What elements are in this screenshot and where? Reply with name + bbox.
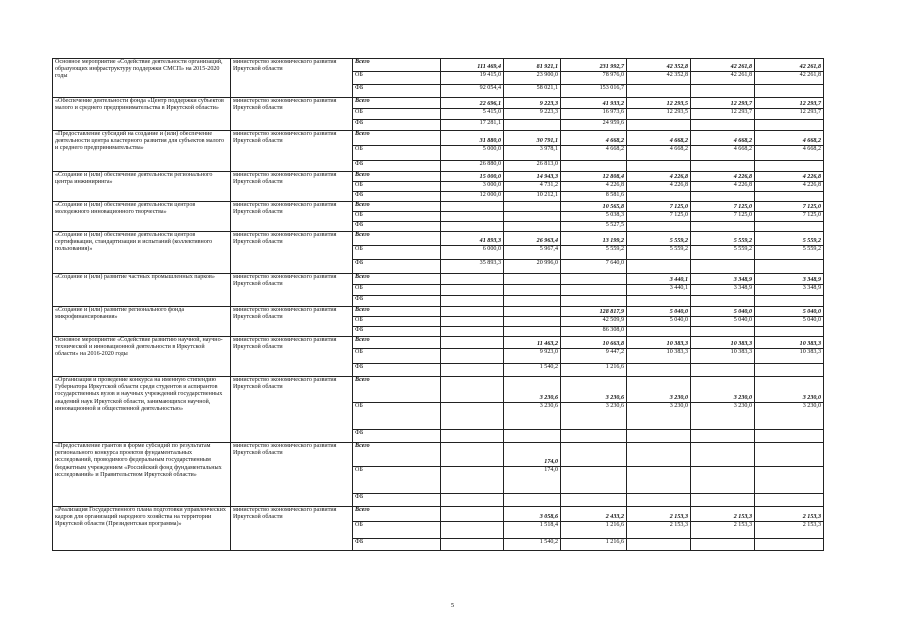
table-row bbox=[53, 131, 824, 146]
amount-cell: 5 000,0 bbox=[441, 146, 504, 161]
amount-cell: 4 226,8 bbox=[691, 182, 755, 192]
amount-cell bbox=[755, 260, 824, 274]
amount-cell: 9 223,3 bbox=[504, 109, 561, 120]
amount-cell: 174,0 bbox=[504, 443, 561, 467]
amount-cell: 10 383,3 bbox=[691, 349, 755, 364]
amount-cell bbox=[691, 120, 755, 131]
amount-cell bbox=[755, 296, 824, 307]
amount-cell bbox=[627, 430, 691, 443]
amount-cell bbox=[561, 274, 627, 285]
amount-cell bbox=[561, 430, 627, 443]
amount-cell bbox=[441, 403, 504, 430]
funding-source-label: ФБ bbox=[353, 85, 441, 98]
amount-cell: 2 153,3 bbox=[691, 507, 755, 522]
amount-cell: 4 668,2 bbox=[691, 131, 755, 146]
amount-cell bbox=[627, 260, 691, 274]
amount-cell: 3 348,9 bbox=[755, 274, 824, 285]
amount-cell: 16 973,6 bbox=[561, 109, 627, 120]
amount-cell: 5 040,0 bbox=[691, 307, 755, 317]
amount-cell: 5 040,0 bbox=[691, 317, 755, 327]
amount-cell: 5 040,0 bbox=[755, 317, 824, 327]
amount-cell: 4 226,8 bbox=[627, 182, 691, 192]
amount-cell bbox=[504, 494, 561, 507]
amount-cell bbox=[441, 349, 504, 364]
table-row bbox=[53, 59, 824, 72]
measure-title: «Создание и (или) обеспечение деятельности регионального центра инжиниринга» bbox=[53, 172, 231, 202]
amount-cell: 23 900,0 bbox=[504, 72, 561, 85]
amount-cell: 3 230,0 bbox=[627, 377, 691, 403]
table-row bbox=[53, 98, 824, 109]
amount-cell: 42 261,8 bbox=[691, 59, 755, 72]
amount-cell: 1 216,6 bbox=[561, 364, 627, 377]
amount-cell: 4 668,2 bbox=[627, 131, 691, 146]
executor-cell: министерство экономического развития Иркутской области bbox=[231, 307, 353, 337]
executor-cell: министерство экономического развития Иркутской области bbox=[231, 131, 353, 172]
amount-cell: 11 463,2 bbox=[504, 337, 561, 349]
funding-source-label: Всего bbox=[353, 443, 441, 467]
amount-cell: 10 383,3 bbox=[755, 337, 824, 349]
amount-cell bbox=[504, 285, 561, 296]
funding-source-label: ФБ bbox=[353, 222, 441, 232]
amount-cell bbox=[441, 443, 504, 467]
amount-cell: 92 054,4 bbox=[441, 85, 504, 98]
amount-cell bbox=[691, 192, 755, 202]
measure-title: «Создание и (или) развитие частных промышленных парков» bbox=[53, 274, 231, 307]
funding-source-label: ОБ bbox=[353, 522, 441, 539]
amount-cell: 7 125,0 bbox=[627, 202, 691, 212]
amount-cell: 12 000,0 bbox=[441, 192, 504, 202]
table-row bbox=[53, 443, 824, 467]
executor-cell: министерство экономического развития Иркутской области bbox=[231, 59, 353, 98]
amount-cell: 5 527,5 bbox=[561, 222, 627, 232]
funding-source-label: ОБ bbox=[353, 212, 441, 222]
amount-cell: 12 293,7 bbox=[691, 98, 755, 109]
amount-cell: 10 383,3 bbox=[691, 337, 755, 349]
amount-cell: 12 293,7 bbox=[691, 109, 755, 120]
amount-cell bbox=[691, 364, 755, 377]
amount-cell bbox=[504, 296, 561, 307]
amount-cell: 174,0 bbox=[504, 467, 561, 494]
amount-cell bbox=[755, 161, 824, 172]
amount-cell bbox=[627, 494, 691, 507]
table-row bbox=[53, 172, 824, 182]
amount-cell: 86 308,0 bbox=[561, 327, 627, 337]
amount-cell bbox=[504, 317, 561, 327]
amount-cell bbox=[504, 202, 561, 212]
amount-cell: 7 125,0 bbox=[755, 202, 824, 212]
amount-cell: 20 996,0 bbox=[504, 260, 561, 274]
table-row bbox=[53, 202, 824, 212]
table-row bbox=[53, 507, 824, 522]
amount-cell: 3 230,0 bbox=[755, 377, 824, 403]
amount-cell bbox=[441, 522, 504, 539]
amount-cell: 3 440,1 bbox=[627, 274, 691, 285]
amount-cell: 10 383,3 bbox=[627, 337, 691, 349]
amount-cell: 2 153,3 bbox=[691, 522, 755, 539]
amount-cell: 8 581,6 bbox=[561, 192, 627, 202]
amount-cell bbox=[627, 120, 691, 131]
amount-cell bbox=[627, 161, 691, 172]
funding-source-label: Всего bbox=[353, 337, 441, 349]
amount-cell: 12 293,7 bbox=[755, 109, 824, 120]
funding-source-label: Всего bbox=[353, 274, 441, 285]
amount-cell: 10 663,8 bbox=[561, 337, 627, 349]
amount-cell: 4 668,2 bbox=[691, 146, 755, 161]
amount-cell: 2 153,3 bbox=[627, 507, 691, 522]
amount-cell bbox=[441, 364, 504, 377]
amount-cell bbox=[627, 222, 691, 232]
amount-cell bbox=[441, 494, 504, 507]
funding-source-label: ФБ bbox=[353, 539, 441, 551]
measure-title: «Создание и (или) развитие регионального фонда микрофинансирования» bbox=[53, 307, 231, 337]
funding-source-label: Всего bbox=[353, 131, 441, 146]
funding-source-label: ОБ bbox=[353, 109, 441, 120]
measure-title: «Создание и (или) обеспечение деятельности центров сертификации, стандартизации и испытаний (коллективного пользования)» bbox=[53, 232, 231, 274]
amount-cell bbox=[755, 364, 824, 377]
amount-cell: 42 261,8 bbox=[755, 72, 824, 85]
funding-source-label: ОБ bbox=[353, 285, 441, 296]
amount-cell: 9 923,0 bbox=[504, 349, 561, 364]
amount-cell: 12 293,5 bbox=[627, 98, 691, 109]
executor-cell: министерство экономического развития Иркутской области bbox=[231, 232, 353, 274]
funding-source-label: Всего bbox=[353, 59, 441, 72]
amount-cell: 1 216,6 bbox=[561, 522, 627, 539]
amount-cell bbox=[755, 85, 824, 98]
funding-source-label: ОБ bbox=[353, 317, 441, 327]
amount-cell: 7 125,0 bbox=[755, 212, 824, 222]
amount-cell bbox=[504, 430, 561, 443]
funding-source-label: ФБ bbox=[353, 260, 441, 274]
amount-cell: 5 559,2 bbox=[627, 232, 691, 246]
amount-cell: 58 021,1 bbox=[504, 85, 561, 98]
measure-title: «Обеспечение деятельности фонда «Центр поддержки субъектов малого и среднего предпринимательства в Иркутской области» bbox=[53, 98, 231, 131]
amount-cell bbox=[441, 430, 504, 443]
amount-cell bbox=[691, 494, 755, 507]
amount-cell: 2 433,2 bbox=[561, 507, 627, 522]
amount-cell: 7 125,0 bbox=[691, 212, 755, 222]
amount-cell bbox=[691, 430, 755, 443]
measure-title: Основное мероприятие «Содействие деятельности организаций, образующих инфраструктуру поддержки СМСП» на 2015-2020 годы bbox=[53, 59, 231, 98]
funding-source-label: ФБ bbox=[353, 120, 441, 131]
amount-cell: 3 348,9 bbox=[691, 285, 755, 296]
amount-cell: 5 559,2 bbox=[691, 232, 755, 246]
amount-cell bbox=[441, 222, 504, 232]
executor-cell: министерство экономического развития Иркутской области bbox=[231, 377, 353, 443]
amount-cell bbox=[691, 296, 755, 307]
amount-cell: 4 226,8 bbox=[755, 182, 824, 192]
amount-cell: 2 153,3 bbox=[755, 522, 824, 539]
amount-cell: 3 348,9 bbox=[755, 285, 824, 296]
amount-cell: 3 230,6 bbox=[561, 377, 627, 403]
amount-cell bbox=[755, 327, 824, 337]
amount-cell: 7 125,0 bbox=[627, 212, 691, 222]
table-body bbox=[53, 59, 824, 551]
amount-cell: 5 040,0 bbox=[627, 307, 691, 317]
amount-cell: 4 668,2 bbox=[627, 146, 691, 161]
funding-source-label: ФБ bbox=[353, 296, 441, 307]
funding-source-label: Всего bbox=[353, 172, 441, 182]
amount-cell: 12 808,4 bbox=[561, 172, 627, 182]
funding-source-label: ОБ bbox=[353, 403, 441, 430]
funding-source-label: Всего bbox=[353, 377, 441, 403]
amount-cell bbox=[627, 85, 691, 98]
amount-cell bbox=[627, 364, 691, 377]
executor-cell: министерство экономического развития Иркутской области bbox=[231, 507, 353, 551]
amount-cell bbox=[755, 120, 824, 131]
amount-cell: 4 668,2 bbox=[561, 131, 627, 146]
amount-cell: 41 933,2 bbox=[561, 98, 627, 109]
amount-cell bbox=[441, 507, 504, 522]
funding-source-label: ФБ bbox=[353, 364, 441, 377]
amount-cell bbox=[441, 327, 504, 337]
amount-cell: 7 125,0 bbox=[691, 202, 755, 212]
amount-cell bbox=[441, 337, 504, 349]
amount-cell: 4 226,8 bbox=[755, 172, 824, 182]
amount-cell bbox=[504, 307, 561, 317]
amount-cell: 3 230,6 bbox=[561, 403, 627, 430]
amount-cell bbox=[504, 274, 561, 285]
amount-cell: 9 447,2 bbox=[561, 349, 627, 364]
amount-cell bbox=[504, 327, 561, 337]
table-row bbox=[53, 337, 824, 349]
amount-cell: 19 415,0 bbox=[441, 72, 504, 85]
amount-cell: 2 153,3 bbox=[755, 507, 824, 522]
amount-cell: 5 559,2 bbox=[561, 246, 627, 260]
amount-cell bbox=[441, 212, 504, 222]
amount-cell bbox=[627, 296, 691, 307]
amount-cell bbox=[755, 539, 824, 551]
amount-cell: 3 230,0 bbox=[691, 377, 755, 403]
table-row bbox=[53, 307, 824, 317]
amount-cell: 81 921,1 bbox=[504, 59, 561, 72]
amount-cell: 4 226,8 bbox=[627, 172, 691, 182]
amount-cell bbox=[755, 467, 824, 494]
amount-cell bbox=[441, 539, 504, 551]
amount-cell: 3 058,6 bbox=[504, 507, 561, 522]
amount-cell: 22 696,1 bbox=[441, 98, 504, 109]
amount-cell bbox=[755, 222, 824, 232]
amount-cell: 153 016,7 bbox=[561, 85, 627, 98]
amount-cell bbox=[691, 467, 755, 494]
funding-source-label: Всего bbox=[353, 507, 441, 522]
amount-cell: 4 668,2 bbox=[755, 146, 824, 161]
budget-table bbox=[52, 58, 824, 551]
amount-cell bbox=[441, 202, 504, 212]
amount-cell: 31 880,0 bbox=[441, 131, 504, 146]
funding-source-label: ФБ bbox=[353, 327, 441, 337]
amount-cell: 3 000,0 bbox=[441, 182, 504, 192]
amount-cell bbox=[755, 192, 824, 202]
executor-cell: министерство экономического развития Иркутской области bbox=[231, 337, 353, 377]
amount-cell bbox=[441, 377, 504, 403]
amount-cell: 5 040,0 bbox=[627, 317, 691, 327]
measure-title: «Предоставление субсидий на создание и (или) обеспечение деятельности центра кластерного развития для субъектов малого и среднего предпринимательства» bbox=[53, 131, 231, 172]
amount-cell: 1 518,4 bbox=[504, 522, 561, 539]
amount-cell bbox=[627, 192, 691, 202]
amount-cell: 1 216,6 bbox=[561, 539, 627, 551]
amount-cell: 12 293,7 bbox=[755, 98, 824, 109]
amount-cell: 128 817,9 bbox=[561, 307, 627, 317]
amount-cell: 42 352,8 bbox=[627, 59, 691, 72]
funding-source-label: ОБ bbox=[353, 72, 441, 85]
table-row bbox=[53, 377, 824, 403]
amount-cell: 78 976,0 bbox=[561, 72, 627, 85]
amount-cell bbox=[755, 443, 824, 467]
amount-cell: 3 978,1 bbox=[504, 146, 561, 161]
amount-cell: 42 509,9 bbox=[561, 317, 627, 327]
amount-cell bbox=[691, 443, 755, 467]
amount-cell: 2 153,3 bbox=[627, 522, 691, 539]
funding-source-label: ОБ bbox=[353, 349, 441, 364]
funding-source-label: ФБ bbox=[353, 430, 441, 443]
amount-cell: 1 540,2 bbox=[504, 364, 561, 377]
amount-cell bbox=[691, 539, 755, 551]
measure-title: «Организация и проведение конкурса на именную стипендию Губернатора Иркутской области среди студентов и аспирантов государственных вузов и научных учреждений государственных академий наук Иркутской области, занимающихся научной, инновационной и общественной деятельностью» bbox=[53, 377, 231, 443]
amount-cell bbox=[691, 327, 755, 337]
amount-cell: 5 559,2 bbox=[755, 246, 824, 260]
funding-source-label: Всего bbox=[353, 307, 441, 317]
amount-cell: 4 668,2 bbox=[755, 131, 824, 146]
executor-cell: министерство экономического развития Иркутской области bbox=[231, 202, 353, 232]
amount-cell bbox=[441, 296, 504, 307]
amount-cell bbox=[504, 120, 561, 131]
amount-cell: 5 967,4 bbox=[504, 246, 561, 260]
funding-source-label: Всего bbox=[353, 202, 441, 212]
amount-cell: 10 212,1 bbox=[504, 192, 561, 202]
executor-cell: министерство экономического развития Иркутской области bbox=[231, 443, 353, 507]
amount-cell: 5 559,2 bbox=[755, 232, 824, 246]
amount-cell: 42 352,8 bbox=[627, 72, 691, 85]
table-row bbox=[53, 274, 824, 285]
amount-cell: 14 943,3 bbox=[504, 172, 561, 182]
amount-cell bbox=[504, 222, 561, 232]
amount-cell: 5 040,0 bbox=[755, 307, 824, 317]
amount-cell bbox=[691, 222, 755, 232]
amount-cell: 5 559,2 bbox=[691, 246, 755, 260]
amount-cell: 3 230,0 bbox=[691, 403, 755, 430]
executor-cell: министерство экономического развития Иркутской области bbox=[231, 98, 353, 131]
measure-title: «Создание и (или) обеспечение деятельности центров молодежного инновационного творчества» bbox=[53, 202, 231, 232]
amount-cell bbox=[441, 317, 504, 327]
amount-cell: 231 992,7 bbox=[561, 59, 627, 72]
amount-cell bbox=[627, 539, 691, 551]
amount-cell: 4 668,2 bbox=[561, 146, 627, 161]
measure-title: «Предоставление грантов в форме субсидий по результатам регионального конкурса проектов фундаментальных исследований, проводимого федеральным государственным бюджетным учреждением «Российский фонд фундаментальных исследований» и Правительством Иркутской области» bbox=[53, 443, 231, 507]
funding-source-label: ОБ bbox=[353, 146, 441, 161]
amount-cell: 5 038,3 bbox=[561, 212, 627, 222]
amount-cell: 24 959,6 bbox=[561, 120, 627, 131]
amount-cell: 26 880,0 bbox=[441, 161, 504, 172]
funding-source-label: ОБ bbox=[353, 182, 441, 192]
amount-cell: 42 261,8 bbox=[755, 59, 824, 72]
page-number: 5 bbox=[450, 602, 455, 609]
amount-cell: 3 440,1 bbox=[627, 285, 691, 296]
amount-cell bbox=[561, 285, 627, 296]
amount-cell: 13 199,2 bbox=[561, 232, 627, 246]
amount-cell bbox=[561, 443, 627, 467]
funding-source-label: ФБ bbox=[353, 192, 441, 202]
funding-source-label: ОБ bbox=[353, 467, 441, 494]
measure-title: «Реализация Государственного плана подготовки управленческих кадров для организаций народного хозяйства на территории Иркутской области (Президентская программа)» bbox=[53, 507, 231, 551]
amount-cell bbox=[691, 161, 755, 172]
amount-cell: 4 731,2 bbox=[504, 182, 561, 192]
amount-cell: 10 383,3 bbox=[755, 349, 824, 364]
amount-cell: 6 000,0 bbox=[441, 246, 504, 260]
amount-cell: 7 640,0 bbox=[561, 260, 627, 274]
amount-cell: 3 230,0 bbox=[627, 403, 691, 430]
amount-cell: 4 226,8 bbox=[691, 172, 755, 182]
amount-cell bbox=[561, 467, 627, 494]
funding-source-label: ОБ bbox=[353, 246, 441, 260]
amount-cell bbox=[561, 296, 627, 307]
amount-cell bbox=[561, 494, 627, 507]
table-row bbox=[53, 232, 824, 246]
amount-cell: 3 348,9 bbox=[691, 274, 755, 285]
amount-cell: 3 230,6 bbox=[504, 403, 561, 430]
amount-cell: 26 813,0 bbox=[504, 161, 561, 172]
amount-cell bbox=[441, 467, 504, 494]
amount-cell: 4 226,8 bbox=[561, 182, 627, 192]
amount-cell bbox=[755, 430, 824, 443]
amount-cell: 5 415,0 bbox=[441, 109, 504, 120]
amount-cell bbox=[504, 212, 561, 222]
amount-cell: 9 223,3 bbox=[504, 98, 561, 109]
amount-cell: 12 293,5 bbox=[627, 109, 691, 120]
funding-source-label: ФБ bbox=[353, 494, 441, 507]
amount-cell bbox=[441, 274, 504, 285]
amount-cell bbox=[561, 161, 627, 172]
funding-source-label: Всего bbox=[353, 98, 441, 109]
amount-cell: 3 230,6 bbox=[504, 377, 561, 403]
funding-source-label: Всего bbox=[353, 232, 441, 246]
amount-cell: 10 565,8 bbox=[561, 202, 627, 212]
amount-cell bbox=[627, 327, 691, 337]
amount-cell: 26 963,4 bbox=[504, 232, 561, 246]
amount-cell: 17 281,1 bbox=[441, 120, 504, 131]
amount-cell bbox=[627, 467, 691, 494]
amount-cell: 1 540,2 bbox=[504, 539, 561, 551]
executor-cell: министерство экономического развития Иркутской области bbox=[231, 172, 353, 202]
amount-cell bbox=[627, 443, 691, 467]
amount-cell: 3 230,0 bbox=[755, 403, 824, 430]
amount-cell: 5 559,2 bbox=[627, 246, 691, 260]
amount-cell bbox=[755, 494, 824, 507]
amount-cell: 41 893,3 bbox=[441, 232, 504, 246]
amount-cell bbox=[691, 260, 755, 274]
amount-cell: 42 261,8 bbox=[691, 72, 755, 85]
amount-cell: 30 791,1 bbox=[504, 131, 561, 146]
amount-cell: 15 000,0 bbox=[441, 172, 504, 182]
amount-cell bbox=[691, 85, 755, 98]
amount-cell bbox=[441, 285, 504, 296]
executor-cell: министерство экономического развития Иркутской области bbox=[231, 274, 353, 307]
measure-title: Основное мероприятие «Содействие развитию научной, научно-технической и инновационной деятельности в Иркутской области» на 2016-2020 годы bbox=[53, 337, 231, 377]
amount-cell: 10 383,3 bbox=[627, 349, 691, 364]
amount-cell: 111 469,4 bbox=[441, 59, 504, 72]
amount-cell bbox=[441, 307, 504, 317]
funding-source-label: ФБ bbox=[353, 161, 441, 172]
amount-cell: 35 893,3 bbox=[441, 260, 504, 274]
